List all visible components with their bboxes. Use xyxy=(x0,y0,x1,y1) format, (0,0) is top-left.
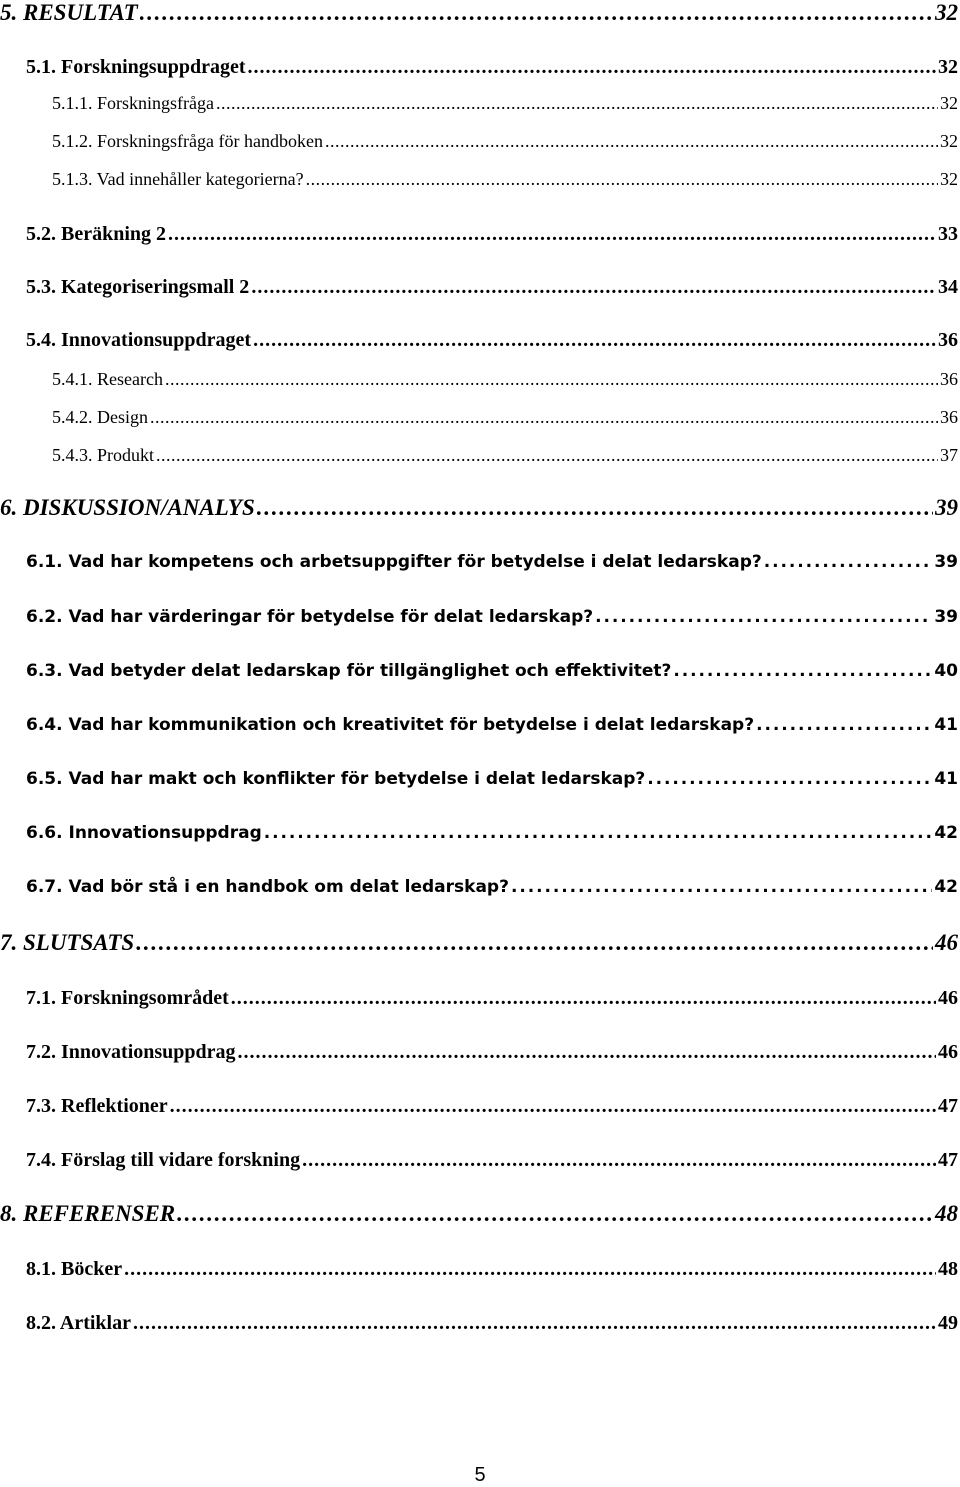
toc-entry-page: 32 xyxy=(940,169,958,189)
toc-entry-label: 5.1.1. Forskningsfråga xyxy=(52,93,214,113)
toc-dot-leader xyxy=(511,878,932,897)
toc-dot-leader xyxy=(165,370,938,390)
toc-entry-page: 42 xyxy=(934,823,958,843)
toc-entry-label: 5. RESULTAT xyxy=(0,0,138,25)
toc-entry[interactable] xyxy=(26,223,958,245)
toc-entry-label: 7.1. Forskningsområdet xyxy=(26,987,229,1009)
toc-entry[interactable] xyxy=(52,408,958,428)
toc-entry-page: 34 xyxy=(938,276,958,298)
toc-dot-leader xyxy=(302,1149,936,1171)
toc-entry-page: 36 xyxy=(938,329,958,351)
toc-dot-leader xyxy=(133,1312,936,1334)
toc-entry[interactable] xyxy=(26,608,958,627)
toc-entry[interactable] xyxy=(52,370,958,390)
toc-entry-page: 36 xyxy=(940,369,958,389)
toc-dot-leader xyxy=(306,170,938,190)
toc-dot-leader xyxy=(136,930,933,955)
toc-entry[interactable] xyxy=(52,446,958,466)
toc-entry-page: 39 xyxy=(934,607,958,627)
toc-entry-page: 49 xyxy=(938,1312,958,1334)
toc-entry[interactable] xyxy=(26,329,958,351)
toc-entry-page: 41 xyxy=(934,769,958,789)
toc-dot-leader xyxy=(764,553,933,572)
toc-entry-label: 5.4.2. Design xyxy=(52,407,148,427)
toc-entry[interactable] xyxy=(26,1041,958,1063)
toc-entry-label: 7.3. Reflektioner xyxy=(26,1095,168,1117)
toc-entry-label: 6.2. Vad har värderingar för betydelse för delat ledarskap? xyxy=(26,607,594,627)
toc-entry-label: 6.3. Vad betyder delat ledarskap för tillgänglighet och effektivitet? xyxy=(26,661,672,681)
toc-dot-leader xyxy=(168,223,936,245)
toc-dot-leader xyxy=(325,132,938,152)
toc-entry[interactable] xyxy=(0,930,958,955)
toc-entry[interactable] xyxy=(26,824,958,843)
toc-entry-page: 48 xyxy=(935,1201,958,1226)
toc-entry-label: 6.7. Vad bör stå i en handbok om delat ledarskap? xyxy=(26,877,509,897)
toc-entry[interactable] xyxy=(26,987,958,1009)
toc-entry[interactable] xyxy=(26,553,958,572)
toc-entry-page: 39 xyxy=(934,552,958,572)
toc-entry-label: 5.1.3. Vad innehåller kategorierna? xyxy=(52,169,304,189)
toc-entry-page: 46 xyxy=(935,930,958,955)
toc-dot-leader xyxy=(264,824,933,843)
toc-entry-page: 32 xyxy=(938,56,958,78)
toc-dot-leader xyxy=(595,608,932,627)
toc-dot-leader xyxy=(231,987,936,1009)
toc-entry-page: 42 xyxy=(934,877,958,897)
toc-entry-label: 7.4. Förslag till vidare forskning xyxy=(26,1149,301,1171)
toc-entry-label: 6.6. Innovationsuppdrag xyxy=(26,823,262,843)
toc-dot-leader xyxy=(170,1095,936,1117)
toc-dot-leader xyxy=(238,1041,936,1063)
toc-entry[interactable] xyxy=(26,770,958,789)
toc-entry[interactable] xyxy=(26,662,958,681)
toc-dot-leader xyxy=(257,495,933,520)
toc-entry-label: 8. REFERENSER xyxy=(0,1201,176,1226)
page-number: 5 xyxy=(474,1464,486,1486)
toc-entry[interactable] xyxy=(26,56,958,78)
toc-entry-label: 5.4. Innovationsuppdraget xyxy=(26,329,252,351)
toc-entry-page: 48 xyxy=(938,1258,958,1280)
toc-entry-label: 5.3. Kategoriseringsmall 2 xyxy=(26,276,250,298)
toc-entry-page: 46 xyxy=(938,1041,958,1063)
toc-entry-page: 40 xyxy=(934,661,958,681)
toc-entry-page: 32 xyxy=(940,93,958,113)
toc-entry-label: 6.1. Vad har kompetens och arbetsuppgifter för betydelse i delat ledarskap? xyxy=(26,552,762,572)
toc-entry-label: 7. SLUTSATS xyxy=(0,930,135,955)
toc-entry-label: 6.4. Vad har kommunikation och kreativitet för betydelse i delat ledarskap? xyxy=(26,715,755,735)
toc-entry[interactable] xyxy=(26,1258,958,1280)
toc-dot-leader xyxy=(248,56,937,78)
toc-entry-page: 37 xyxy=(940,445,958,465)
toc-dot-leader xyxy=(253,329,936,351)
toc-entry[interactable] xyxy=(52,170,958,190)
toc-dot-leader xyxy=(251,276,936,298)
toc-dot-leader xyxy=(216,94,938,114)
toc-entry-page: 32 xyxy=(935,0,958,25)
toc-entry[interactable] xyxy=(0,495,958,520)
toc-entry-page: 46 xyxy=(938,987,958,1009)
toc-entry[interactable] xyxy=(26,878,958,897)
toc-dot-leader xyxy=(756,716,932,735)
toc-dot-leader xyxy=(150,408,938,428)
toc-entry-label: 8.2. Artiklar xyxy=(26,1312,131,1334)
toc-entry-page: 39 xyxy=(935,495,958,520)
toc-entry[interactable] xyxy=(26,1149,958,1171)
toc-entry[interactable] xyxy=(26,276,958,298)
toc-entry-label: 5.2. Beräkning 2 xyxy=(26,223,167,245)
toc-entry[interactable] xyxy=(0,1201,958,1226)
toc-entry-label: 6.5. Vad har makt och konflikter för betydelse i delat ledarskap? xyxy=(26,769,646,789)
toc-entry[interactable] xyxy=(0,0,958,25)
toc-entry-page: 33 xyxy=(938,223,958,245)
toc-entry-page: 47 xyxy=(938,1149,958,1171)
toc-entry-page: 47 xyxy=(938,1095,958,1117)
toc-entry[interactable] xyxy=(26,716,958,735)
toc-dot-leader xyxy=(140,0,933,25)
toc-dot-leader xyxy=(124,1258,936,1280)
toc-entry-label: 6. DISKUSSION/ANALYS xyxy=(0,495,255,520)
toc-entry[interactable] xyxy=(52,132,958,152)
toc-entry[interactable] xyxy=(52,94,958,114)
toc-entry[interactable] xyxy=(26,1312,958,1334)
toc-entry-label: 8.1. Böcker xyxy=(26,1258,123,1280)
toc-dot-leader xyxy=(673,662,932,681)
toc-entry-label: 5.4.1. Research xyxy=(52,369,163,389)
toc-entry-page: 32 xyxy=(940,131,958,151)
toc-dot-leader xyxy=(156,446,938,466)
toc-entry-label: 5.1. Forskningsuppdraget xyxy=(26,56,246,78)
toc-entry-label: 7.2. Innovationsuppdrag xyxy=(26,1041,236,1063)
toc-entry[interactable] xyxy=(26,1095,958,1117)
toc-dot-leader xyxy=(647,770,932,789)
toc-entry-label: 5.4.3. Produkt xyxy=(52,445,155,465)
toc-entry-page: 36 xyxy=(940,407,958,427)
toc-entry-page: 41 xyxy=(934,715,958,735)
toc-entry-label: 5.1.2. Forskningsfråga för handboken xyxy=(52,131,323,151)
toc-dot-leader xyxy=(177,1201,933,1226)
